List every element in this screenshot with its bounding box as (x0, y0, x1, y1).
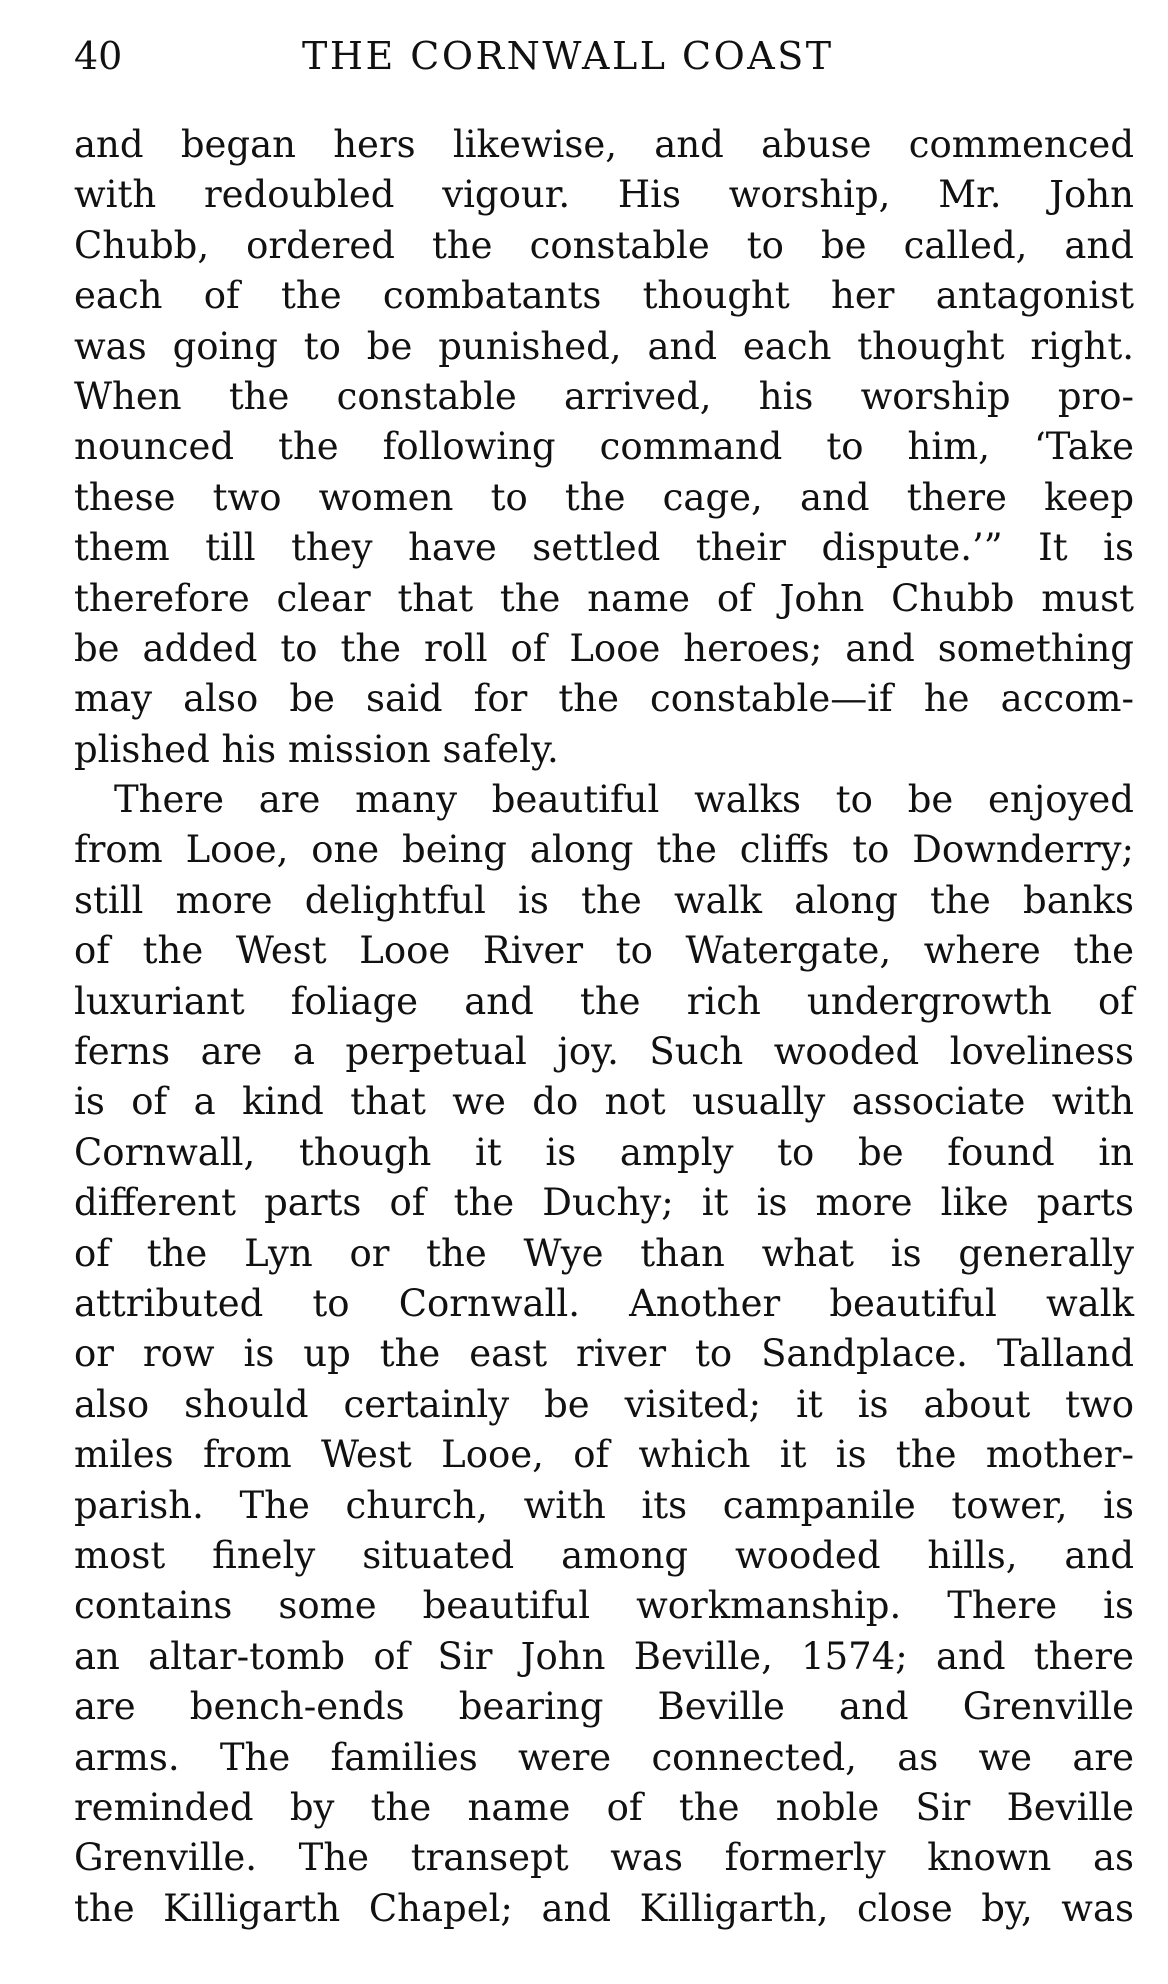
text-line: these two women to the cage, and there keep (74, 475, 1134, 519)
text-line: still more delightful is the walk along the banks (74, 878, 1134, 922)
text-line: different parts of the Duchy; it is more like parts (74, 1181, 1134, 1225)
text-line: Chubb, ordered the constable to be called, and (74, 223, 1134, 267)
text-line: arms. The families were connected, as we are (74, 1735, 1134, 1779)
text-line: of the West Looe River to Watergate, where the (74, 929, 1134, 973)
text-line: ferns are a perpetual joy. Such wooded loveliness (74, 1030, 1134, 1074)
text-line: the Killigarth Chapel; and Killigarth, close by, was (74, 1886, 1134, 1930)
paragraph-first-line: There are many beautiful walks to be enjoyed (114, 778, 1134, 822)
text-body (74, 120, 1134, 1934)
text-line: Cornwall, though it is amply to be found in (74, 1130, 1134, 1174)
text-line: miles from West Looe, of which it is the mother- (74, 1433, 1134, 1477)
running-head (74, 26, 1134, 86)
text-line: When the constable arrived, his worship pro- (74, 374, 1134, 418)
text-line: are bench-ends bearing Beville and Grenville (74, 1685, 1134, 1729)
page-number: 40 (74, 34, 123, 78)
text-line: reminded by the name of the noble Sir Beville (74, 1785, 1134, 1829)
text-line: also should certainly be visited; it is about two (74, 1382, 1134, 1426)
paragraph-end-line: plished his mission safely. (74, 727, 559, 771)
text-line: attributed to Cornwall. Another beautiful walk (74, 1281, 1134, 1325)
text-line: therefore clear that the name of John Chubb must (74, 576, 1134, 620)
text-line: parish. The church, with its campanile tower, is (74, 1483, 1134, 1527)
text-line: or row is up the east river to Sandplace. Talland (74, 1332, 1134, 1376)
text-line: an altar-tomb of Sir John Beville, 1574; and there (74, 1634, 1134, 1678)
text-line: be added to the roll of Looe heroes; and something (74, 626, 1134, 670)
text-line: contains some beautiful workmanship. There is (74, 1584, 1134, 1628)
text-line: of the Lyn or the Wye than what is generally (74, 1231, 1134, 1275)
text-line: with redoubled vigour. His worship, Mr. John (74, 173, 1134, 217)
text-line: from Looe, one being along the cliffs to Downderry; (74, 828, 1134, 872)
text-line: luxuriant foliage and the rich undergrowth of (74, 979, 1134, 1023)
text-line: most finely situated among wooded hills, and (74, 1533, 1134, 1577)
text-line: them till they have settled their dispute.’” It is (74, 526, 1134, 570)
text-line: nounced the following command to him, ‘Take (74, 425, 1134, 469)
text-line: and began hers likewise, and abuse commenced (74, 123, 1134, 166)
text-line: was going to be punished, and each thought right. (74, 324, 1134, 368)
text-line: Grenville. The transept was formerly known as (74, 1836, 1134, 1880)
running-title: THE CORNWALL COAST (302, 34, 834, 78)
text-line: each of the combatants thought her antagonist (74, 274, 1134, 318)
text-line: is of a kind that we do not usually associate with (74, 1080, 1134, 1124)
text-line: may also be said for the constable—if he accom- (74, 677, 1134, 721)
